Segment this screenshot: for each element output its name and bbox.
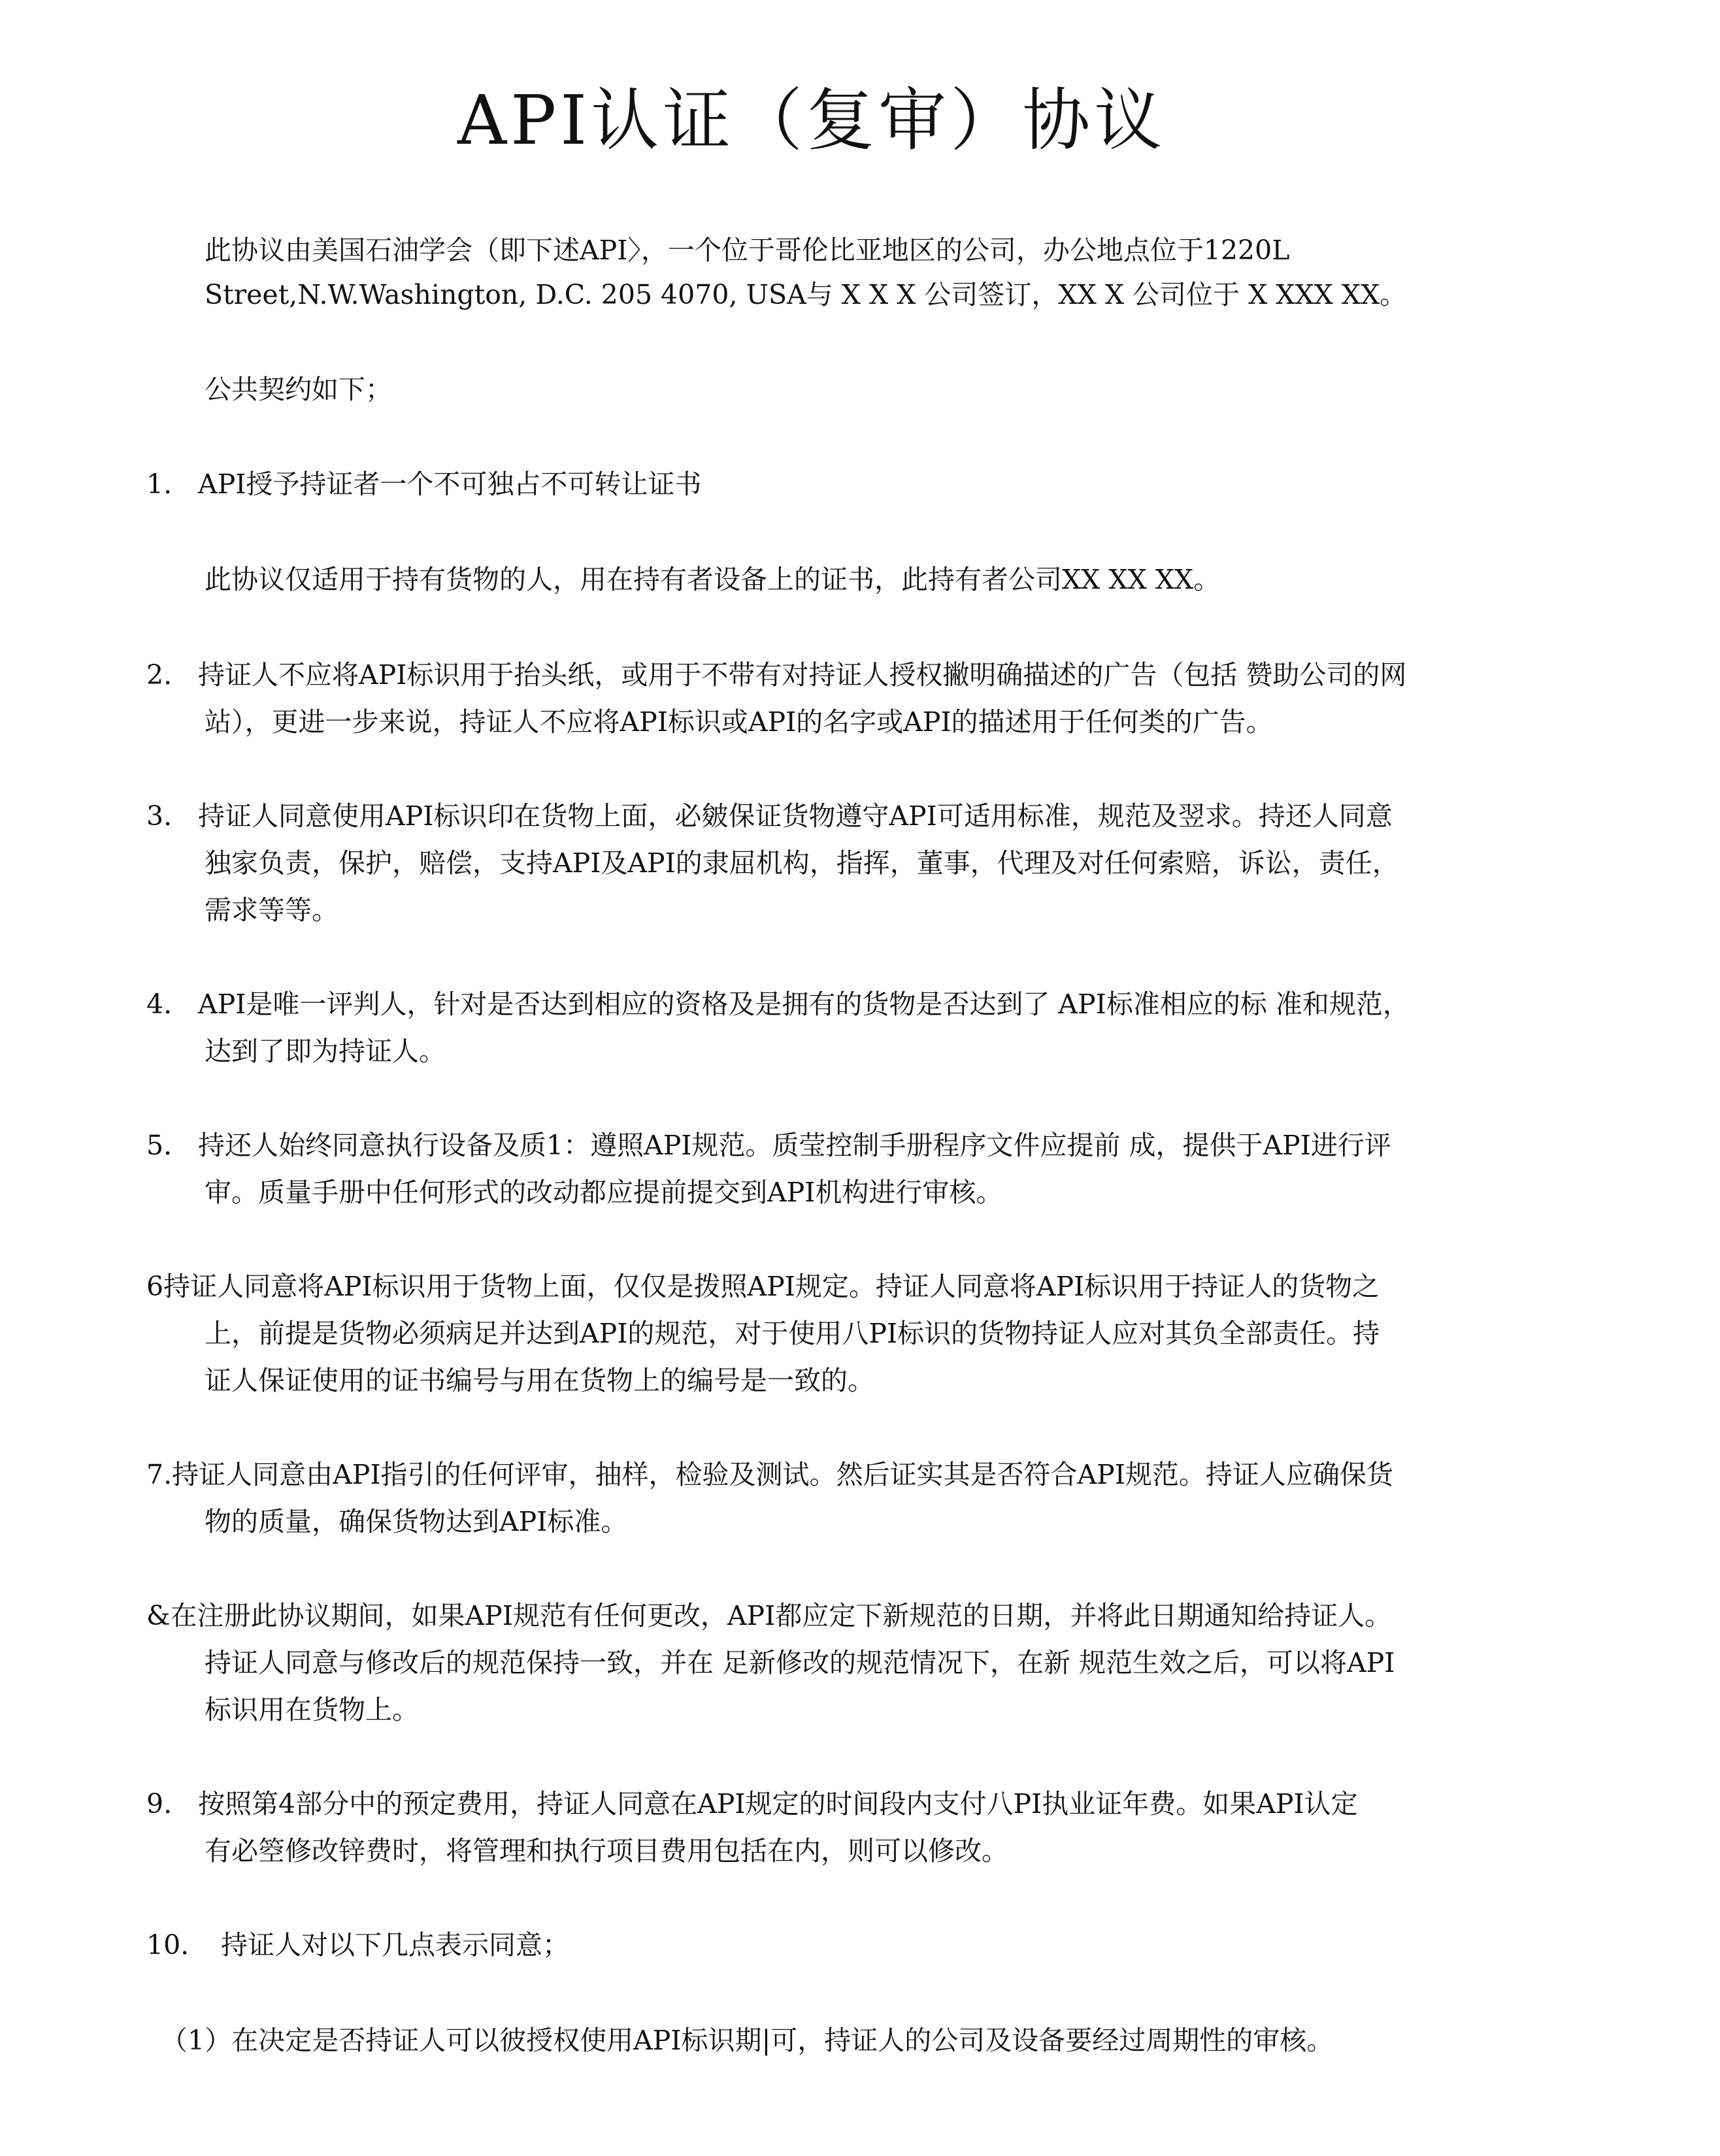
clause-5-line-1: 持还人始终同意执行设备及质1：遵照API规范。质莹控制手册程序文件应提前 成，提供于API进行评 xyxy=(198,1130,1391,1161)
clause-1-number: 1. xyxy=(146,468,173,500)
clause-3-line-1: 持证人同意使用API标识印在货物上面，必皴保证货物遵守API可适用标准，规范及翌求。持还人同意 xyxy=(198,800,1393,832)
clause-4-line-1: API是唯一评判人，针对是否达到相应的资格及是拥有的货物是否达到了 API标准相应的标 准和规范， xyxy=(198,988,1410,1020)
clause-3-line-3: 需求等等。 xyxy=(205,894,339,926)
clause-4-line-2: 达到了即为持证人。 xyxy=(205,1036,446,1067)
clause-1-followup: 此协议仅适用于持有货物的人，用在持有者设备上的证书，此持有者公司XX XX XX。 xyxy=(205,564,1221,595)
clause-2-line-1: 持证人不应将API标识用于抬头纸，或用于不带有对持证人授权撇明确描述的广告（包括 赞助公司的网 xyxy=(198,659,1407,691)
clause-3-number: 3. xyxy=(146,800,173,832)
clause-5-line-2: 审。质量手册中任何形式的改动都应提前提交到API机构进行审核。 xyxy=(205,1177,1003,1208)
clause-6-line-2: 上，前提是货物必须病足并达到API的规范，对于使用八PI标识的货物持证人应对其负全部责任。持 xyxy=(205,1318,1380,1349)
clause-9-number: 9. xyxy=(146,1788,173,1820)
document-title: API认证（复审）协议 xyxy=(457,80,1166,160)
clause-1-text: API授予持证者一个不可独占不可转让证书 xyxy=(198,468,702,500)
clause-7-line-2: 物的质量，确保货物达到API标准。 xyxy=(205,1506,628,1537)
intro-line-1: 此协议由美国石油学会（即下述API〉，一个位于哥伦比亚地区的公司，办公地点位于1220L xyxy=(205,235,1290,266)
clause-8-line-2: 持证人同意与修改后的规范保持一致，并在 足新修改的规范情况下，在新 规范生效之后，可以将API xyxy=(205,1647,1395,1678)
clause-2-line-2: 站），更进一步来说，持证人不应将API标识或API的名字或API的描述用于任何类的广告。 xyxy=(205,706,1273,738)
clause-6-line-1: 6持证人同意将API标识用于货物上面，仅仅是拨照API规定。持证人同意将API标识用于持证人的货物之 xyxy=(146,1271,1380,1302)
clause-3-line-2: 独家负责，保护，赔偿，支持API及API的隶屈机构，指挥，董事，代理及对任何索赔，诉讼，责任， xyxy=(205,847,1399,879)
sub-item-1-text: （1）在决定是否持证人可以彼授权使用API标识期|可，持证人的公司及设备要经过周期性的审核。 xyxy=(161,2025,1334,2056)
intro-line-2: Street,N.W.Washington, D.C. 205 4070, USA与 X X X 公司签订，XX X 公司位于 X XXX XX。 xyxy=(205,279,1407,310)
clause-9-line-2: 有必箜修改锌费时，将管理和执行项目费用包括在内，则可以修改。 xyxy=(205,1835,1008,1867)
clause-10-text: 持证人对以下几点表示同意； xyxy=(221,1929,569,1961)
clause-8-line-1: &在注册此协议期间，如果API规范有任何更改，API都应定下新规范的日期，并将此日期通知给持证人。 xyxy=(146,1600,1392,1631)
clause-5-number: 5. xyxy=(146,1130,173,1161)
clause-9-line-1: 按照第4部分中的预定费用，持证人同意在API规定的时间段内支付八PI执业证年费。如果API认定 xyxy=(198,1788,1358,1820)
clause-4-number: 4. xyxy=(146,988,173,1020)
covenant-text: 公共契约如下； xyxy=(205,374,392,405)
clause-2-number: 2. xyxy=(146,659,173,691)
clause-8-line-3: 标识用在货物上。 xyxy=(205,1694,419,1725)
clause-6-line-3: 证人保证使用的证书编号与用在货物上的编号是一致的。 xyxy=(205,1365,874,1396)
clause-10-number: 10. xyxy=(146,1929,190,1961)
clause-7-line-1: 7.持证人同意由API指引的任何评审，抽样，检验及测试。然后证实其是否符合API规范。持证人应确保货 xyxy=(146,1459,1393,1490)
